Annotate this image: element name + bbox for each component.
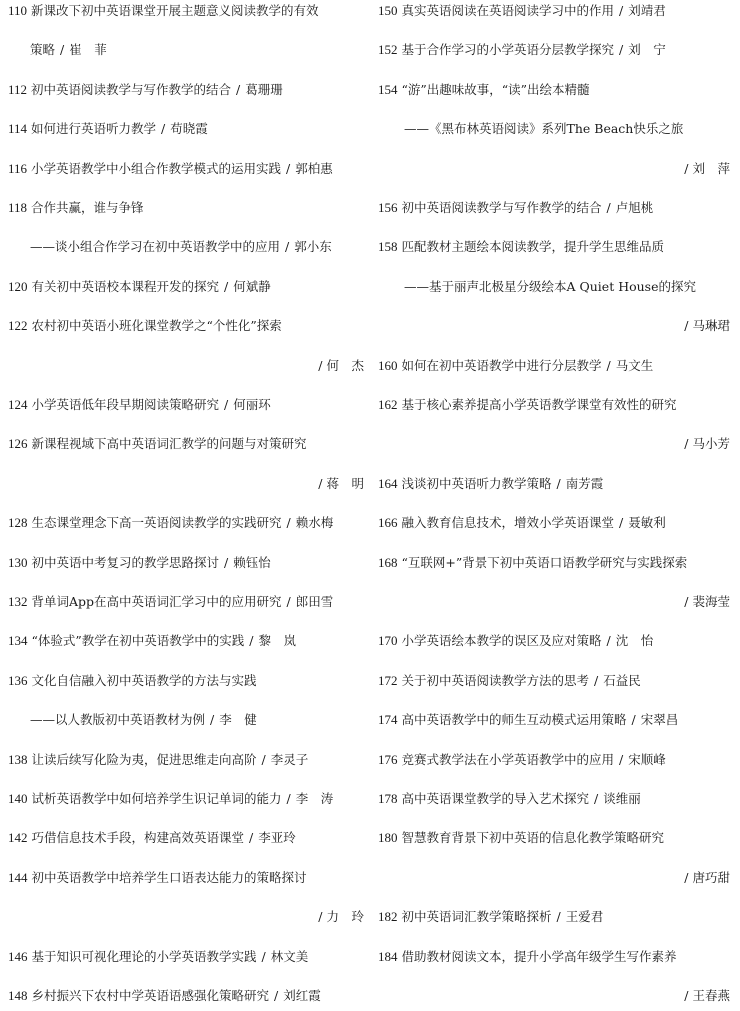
toc-page-number: 120 [8,278,28,294]
author-separator: / [318,357,327,373]
toc-entry [378,591,730,613]
toc-author: 郭柏惠 [295,160,333,176]
author-separator: / [282,594,295,609]
toc-page-number: 140 [8,791,28,806]
toc-title: 关于初中英语阅读教学方法的思考 [401,672,590,688]
toc-page-number: 180 [378,830,398,846]
toc-entry [8,158,364,180]
toc-title: 初中英语词汇教学策略探析 [401,909,552,925]
toc-title: 新课改下初中英语课堂开展主题意义阅读教学的有效 [31,3,319,18]
author-separator: / [318,909,327,925]
author-separator: / [615,515,628,531]
toc-entry [8,512,364,534]
toc-title: 初中英语阅读教学与写作教学的结合 [401,200,602,215]
toc-entry [378,512,730,534]
toc-entry [8,315,364,337]
toc-entry [8,630,364,652]
toc-title: 文化自信融入初中英语教学的方法与实践 [31,672,257,688]
toc-entry [378,630,730,652]
toc-title: 农村初中英语小班化课堂教学之“个性化”探索 [31,318,282,334]
toc-page-number: 112 [8,81,28,97]
toc-author: 林文美 [270,948,309,964]
toc-entry [378,670,730,692]
author-separator: / [684,869,693,885]
toc-entry [8,591,364,613]
author-separator: / [615,3,628,18]
toc-title: “互联网+”背景下初中英语口语教学研究与实践探索 [401,554,688,570]
author-separator: / [270,988,283,1003]
toc-page-number: 126 [8,436,28,452]
author-separator: / [684,318,693,334]
toc-entry [378,473,730,495]
toc-author: 李灵子 [270,751,309,767]
toc-page-number: 144 [8,869,28,885]
toc-title: 试析英语教学中如何培养学生识记单词的能力 [31,791,282,806]
toc-page-number: 150 [378,3,398,18]
toc-entry [378,867,730,889]
toc-author: 崔 菲 [69,42,107,58]
author-separator: / [220,554,233,570]
toc-title: 有关初中英语校本课程开发的探究 [31,278,220,294]
toc-page-number: 170 [378,633,398,649]
toc-author: 沈 怡 [615,633,654,649]
toc-entry [378,355,730,377]
toc-entry [378,552,730,574]
toc-title: 融入教育信息技术，增效小学英语课堂 [401,515,615,531]
toc-title: 让读后续写化险为夷，促进思维走向高阶 [31,751,257,767]
toc-entry [378,906,730,928]
toc-entry [378,709,730,731]
toc-title: ——以人教版初中英语教材为例 [30,712,206,728]
toc-entry [8,0,364,22]
author-separator: / [684,160,693,176]
toc-title: 如何进行英语听力教学 [31,121,157,137]
toc-title: “体验式”教学在初中英语教学中的实践 [31,633,245,649]
author-separator: / [552,475,565,491]
toc-entry [8,79,364,101]
toc-entry [8,394,364,416]
author-separator: / [220,278,233,294]
toc-entry [378,158,730,180]
author-separator: / [684,988,693,1003]
toc-entry [378,827,730,849]
toc-author: 力 玲 [326,909,364,925]
toc-entry [8,355,364,377]
toc-author: 蒋 明 [326,475,364,491]
toc-author: 赖水梅 [295,515,334,531]
toc-page-number: 138 [8,751,28,767]
author-separator: / [552,909,565,925]
toc-page-number: 154 [378,81,398,97]
toc-author: 聂敏利 [628,515,666,531]
toc-page-number: 160 [378,357,398,373]
toc-page-number: 146 [8,948,28,964]
toc-title: 借助教材阅读文本，提升小学高年级学生写作素养 [401,948,677,964]
toc-entry [378,276,730,298]
toc-title: 生态课堂理念下高一英语阅读教学的实践研究 [31,515,282,531]
author-separator: / [602,633,615,649]
toc-entry [8,946,364,968]
author-separator: / [318,475,327,491]
toc-author: 何斌静 [233,278,271,294]
toc-entry [378,749,730,771]
toc-page-number: 136 [8,672,28,688]
author-separator: / [257,751,270,767]
toc-title: 乡村振兴下农村中学英语语感强化策略研究 [31,988,270,1003]
toc-author: 谈维丽 [603,791,641,806]
toc-title: 基于知识可视化理论的小学英语教学实践 [31,948,257,964]
author-separator: / [157,121,170,137]
toc-title: 竞赛式教学法在小学英语教学中的应用 [401,751,615,767]
author-separator: / [615,42,628,58]
toc-entry [8,867,364,889]
toc-page-number: 174 [378,712,398,728]
toc-author: 郭小东 [294,239,332,255]
author-separator: / [602,200,615,215]
toc-entry [8,985,364,1007]
toc-author: 马文生 [615,357,654,373]
author-separator: / [56,42,69,58]
toc-author: 赖钰怡 [233,554,271,570]
toc-entry [8,197,364,219]
toc-title: 基于核心素养提高小学英语教学课堂有效性的研究 [401,397,677,412]
toc-title: 真实英语阅读在英语阅读学习中的作用 [401,3,615,18]
toc-title: ——谈小组合作学习在初中英语教学中的应用 [30,239,281,255]
toc-page-number: 162 [378,397,398,412]
toc-entry [378,197,730,219]
toc-page-number: 158 [378,239,398,255]
toc-title: 浅谈初中英语听力教学策略 [401,475,552,491]
toc-title: 如何在初中英语教学中进行分层教学 [401,357,602,373]
toc-entry [378,236,730,258]
author-separator: / [282,515,295,531]
toc-entry [8,276,364,298]
toc-page-number: 184 [378,948,398,964]
toc-title: ——《黑布林英语阅读》系列The Beach快乐之旅 [404,121,684,137]
toc-author: 卢旭桃 [615,200,654,215]
toc-author: 黎 岚 [258,633,296,649]
toc-page-number: 176 [378,751,398,767]
toc-entry [378,0,730,22]
toc-title: 初中英语阅读教学与写作教学的结合 [31,81,232,97]
toc-entry [8,473,364,495]
toc-page-number: 116 [8,160,28,176]
toc-page-number: 168 [378,554,398,570]
toc-author: 石益民 [603,672,641,688]
toc-entry [378,946,730,968]
author-separator: / [257,948,270,964]
toc-page-number: 182 [378,909,398,925]
toc-author: 刘红霞 [283,988,321,1003]
author-separator: / [684,436,693,452]
author-separator: / [282,160,295,176]
toc-entry [378,788,730,810]
toc-title: 巧借信息技术手段，构建高效英语课堂 [31,830,245,846]
toc-page-number: 122 [8,318,28,334]
toc-author: 马琳珺 [692,318,730,334]
toc-title: 智慧教育背景下初中英语的信息化教学策略研究 [401,830,665,846]
toc-author: 李 健 [219,712,257,728]
toc-author: 南芳霞 [565,475,604,491]
toc-title: 小学英语低年段早期阅读策略研究 [31,397,220,412]
author-separator: / [627,712,640,728]
toc-page-number: 152 [378,42,398,58]
toc-title: 新课程视域下高中英语词汇教学的问题与对策研究 [31,436,307,452]
toc-entry [378,118,730,140]
toc-page-number: 166 [378,515,398,531]
toc-author: 葛珊珊 [245,81,283,97]
toc-entry [378,394,730,416]
toc-page-number: 148 [8,988,28,1003]
toc-page-number: 110 [8,3,28,18]
toc-title: 初中英语中考复习的教学思路探讨 [31,554,220,570]
toc-author: 裴海莹 [692,594,730,609]
author-separator: / [206,712,219,728]
toc-page-number: 114 [8,121,28,137]
toc-entry [378,39,730,61]
author-separator: / [245,830,258,846]
toc-author: 何丽环 [233,397,271,412]
toc-author: 宋顺峰 [628,751,666,767]
toc-entry [8,906,364,928]
toc-entry [378,433,730,455]
toc-title: 策略 [30,42,56,58]
toc-entry [8,709,364,731]
toc-entry [8,118,364,140]
toc-author: 刘靖君 [628,3,666,18]
toc-entry [8,827,364,849]
toc-entry [8,39,364,61]
toc-entry [8,788,364,810]
toc-title: 高中英语课堂教学的导入艺术探究 [401,791,590,806]
toc-page-number: 124 [8,397,28,412]
author-separator: / [684,594,693,609]
toc-title: 初中英语教学中培养学生口语表达能力的策略探讨 [31,869,307,885]
toc-entry [8,236,364,258]
author-separator: / [590,791,603,806]
toc-entry [8,749,364,771]
toc-author: 唐巧甜 [692,869,730,885]
toc-page-number: 132 [8,594,28,609]
toc-entry [8,433,364,455]
toc-page-number: 172 [378,672,398,688]
toc-title: 匹配教材主题绘本阅读教学，提升学生思维品质 [401,239,665,255]
toc-author: 刘 萍 [692,160,730,176]
toc-page-number: 142 [8,830,28,846]
author-separator: / [602,357,615,373]
toc-page-number: 164 [378,475,398,491]
author-separator: / [245,633,258,649]
toc-author: 刘 宁 [628,42,666,58]
toc-title: “游”出趣味故事，“读”出绘本精髓 [401,81,590,97]
toc-entry [378,985,730,1007]
author-separator: / [615,751,628,767]
toc-title: ——基于丽声北极星分级绘本A Quiet House的探究 [404,278,696,294]
author-separator: / [281,239,294,255]
toc-page-number: 118 [8,200,28,215]
toc-entry [378,315,730,337]
author-separator: / [220,397,233,412]
toc-author: 宋翠昌 [640,712,679,728]
toc-title: 高中英语教学中的师生互动模式运用策略 [401,712,627,728]
toc-title: 合作共赢，谁与争锋 [31,200,144,215]
toc-entry [8,552,364,574]
toc-page-number: 134 [8,633,28,649]
toc-title: 小学英语教学中小组合作教学模式的运用实践 [31,160,282,176]
toc-author: 王春燕 [692,988,730,1003]
author-separator: / [282,791,295,806]
toc-entry [8,670,364,692]
toc-author: 马小芳 [692,436,730,452]
toc-page-number: 156 [378,200,398,215]
toc-author: 王爱君 [565,909,604,925]
toc-author: 苟晓霞 [170,121,208,137]
toc-title: 小学英语绘本教学的误区及应对策略 [401,633,602,649]
toc-page-number: 130 [8,554,28,570]
toc-author: 何 杰 [326,357,364,373]
toc-title: 背单词App在高中英语词汇学习中的应用研究 [31,594,282,609]
toc-author: 李亚玲 [258,830,296,846]
toc-author: 李 涛 [295,791,334,806]
toc-title: 基于合作学习的小学英语分层教学探究 [401,42,615,58]
toc-author: 郎田雪 [295,594,334,609]
toc-entry [378,79,730,101]
toc-page-number: 178 [378,791,398,806]
author-separator: / [590,672,603,688]
toc-page-number: 128 [8,515,28,531]
author-separator: / [232,81,245,97]
